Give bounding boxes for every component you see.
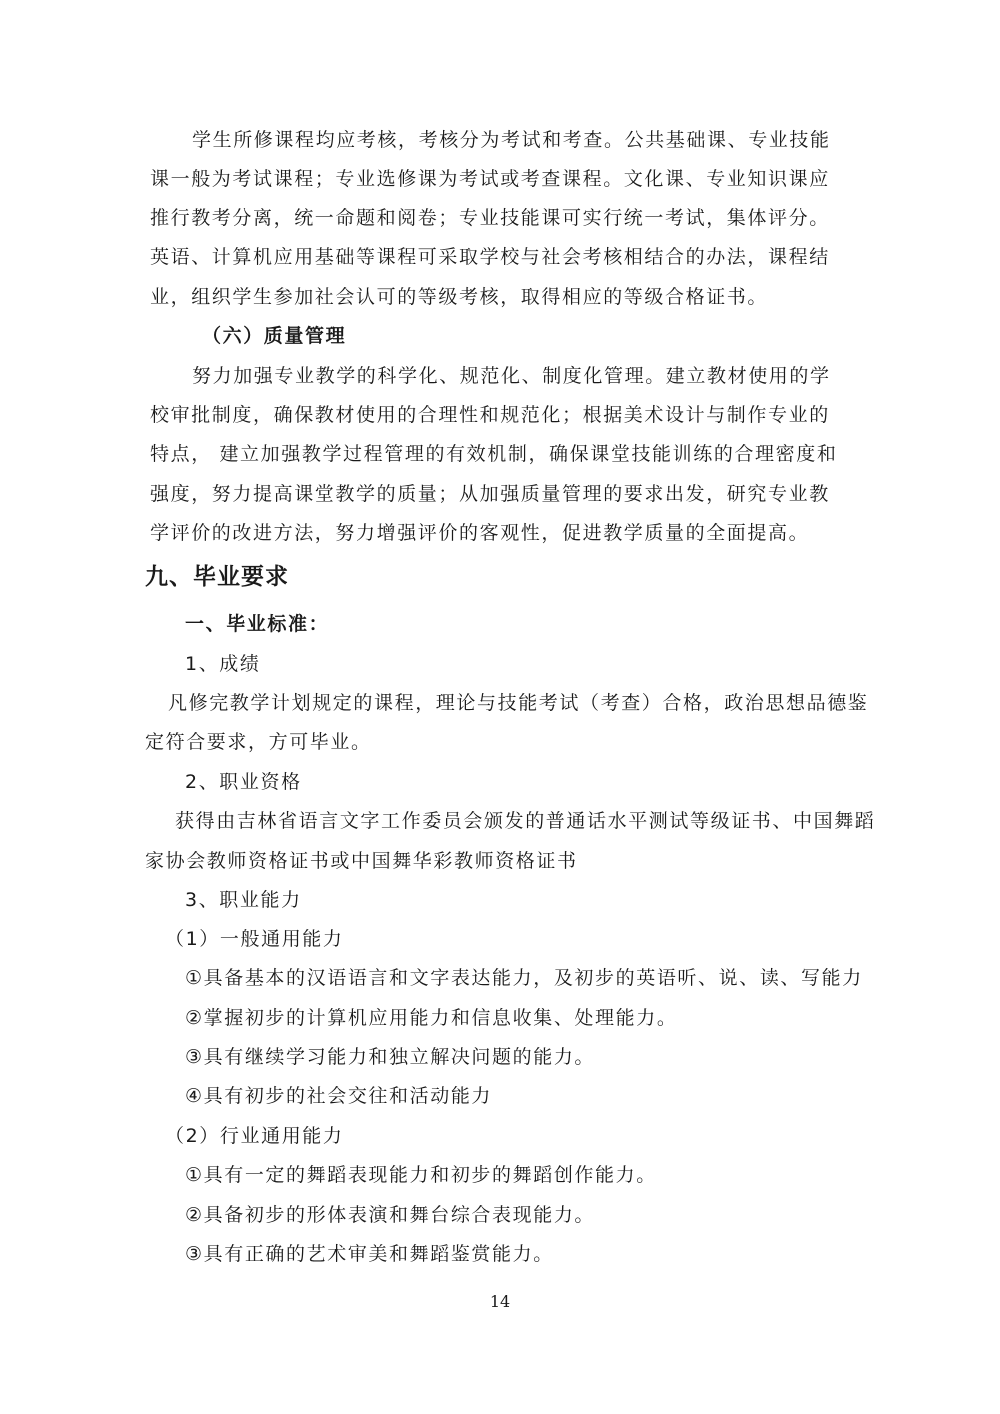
paragraph-line: 努力加强专业教学的科学化、规范化、制度化管理。建立教材使用的学 xyxy=(192,365,831,387)
subitem-heading-general: （1）一般通用能力 xyxy=(165,928,344,950)
list-item: ③具有继续学习能力和独立解决问题的能力。 xyxy=(185,1046,596,1068)
item-heading-ability: 3、职业能力 xyxy=(185,889,302,911)
item-heading-grades: 1、成绩 xyxy=(185,653,261,675)
paragraph-line: 凡修完教学计划规定的课程，理论与技能考试（考查）合格，政治思想品德鉴 xyxy=(168,692,869,714)
paragraph-line: 定符合要求，方可毕业。 xyxy=(145,731,372,753)
paragraph-line: 课一般为考试课程；专业选修课为考试或考查课程。文化课、专业知识课应 xyxy=(150,168,830,190)
paragraph-line: 推行教考分离，统一命题和阅卷；专业技能课可实行统一考试，集体评分。 xyxy=(150,207,830,229)
paragraph-line: 业，组织学生参加社会认可的等级考核，取得相应的等级合格证书。 xyxy=(150,286,769,308)
chapter-heading: 九、毕业要求 xyxy=(145,564,289,590)
paragraph-line: 学生所修课程均应考核，考核分为考试和考查。公共基础课、专业技能 xyxy=(192,129,831,151)
list-item: ①具有一定的舞蹈表现能力和初步的舞蹈创作能力。 xyxy=(185,1164,657,1186)
subitem-heading-industry: （2）行业通用能力 xyxy=(165,1125,344,1147)
item-heading-qualification: 2、职业资格 xyxy=(185,771,302,793)
list-item: ①具备基本的汉语语言和文字表达能力，及初步的英语听、说、读、写能力 xyxy=(185,967,863,989)
list-item: ④具有初步的社会交往和活动能力 xyxy=(185,1085,493,1107)
paragraph-line: 校审批制度，确保教材使用的合理性和规范化；根据美术设计与制作专业的 xyxy=(150,404,830,426)
page-number: 14 xyxy=(489,1292,511,1311)
paragraph-line: 强度，努力提高课堂教学的质量；从加强质量管理的要求出发，研究专业教 xyxy=(150,483,830,505)
paragraph-line: 家协会教师资格证书或中国舞华彩教师资格证书 xyxy=(145,850,578,872)
subheading-graduation-standard: 一、毕业标准： xyxy=(185,613,330,635)
paragraph-line: 英语、计算机应用基础等课程可采取学校与社会考核相结合的办法，课程结 xyxy=(150,246,830,268)
paragraph-line: 学评价的改进方法，努力增强评价的客观性，促进教学质量的全面提高。 xyxy=(150,522,810,544)
section-heading-quality: （六）质量管理 xyxy=(202,325,347,347)
list-item: ②掌握初步的计算机应用能力和信息收集、处理能力。 xyxy=(185,1007,678,1029)
paragraph-line: 获得由吉林省语言文字工作委员会颁发的普通话水平测试等级证书、中国舞蹈 xyxy=(175,810,876,832)
paragraph-line: 特点， 建立加强教学过程管理的有效机制，确保课堂技能训练的合理密度和 xyxy=(150,443,838,465)
list-item: ③具有正确的艺术审美和舞蹈鉴赏能力。 xyxy=(185,1243,554,1265)
list-item: ②具备初步的形体表演和舞台综合表现能力。 xyxy=(185,1204,596,1226)
